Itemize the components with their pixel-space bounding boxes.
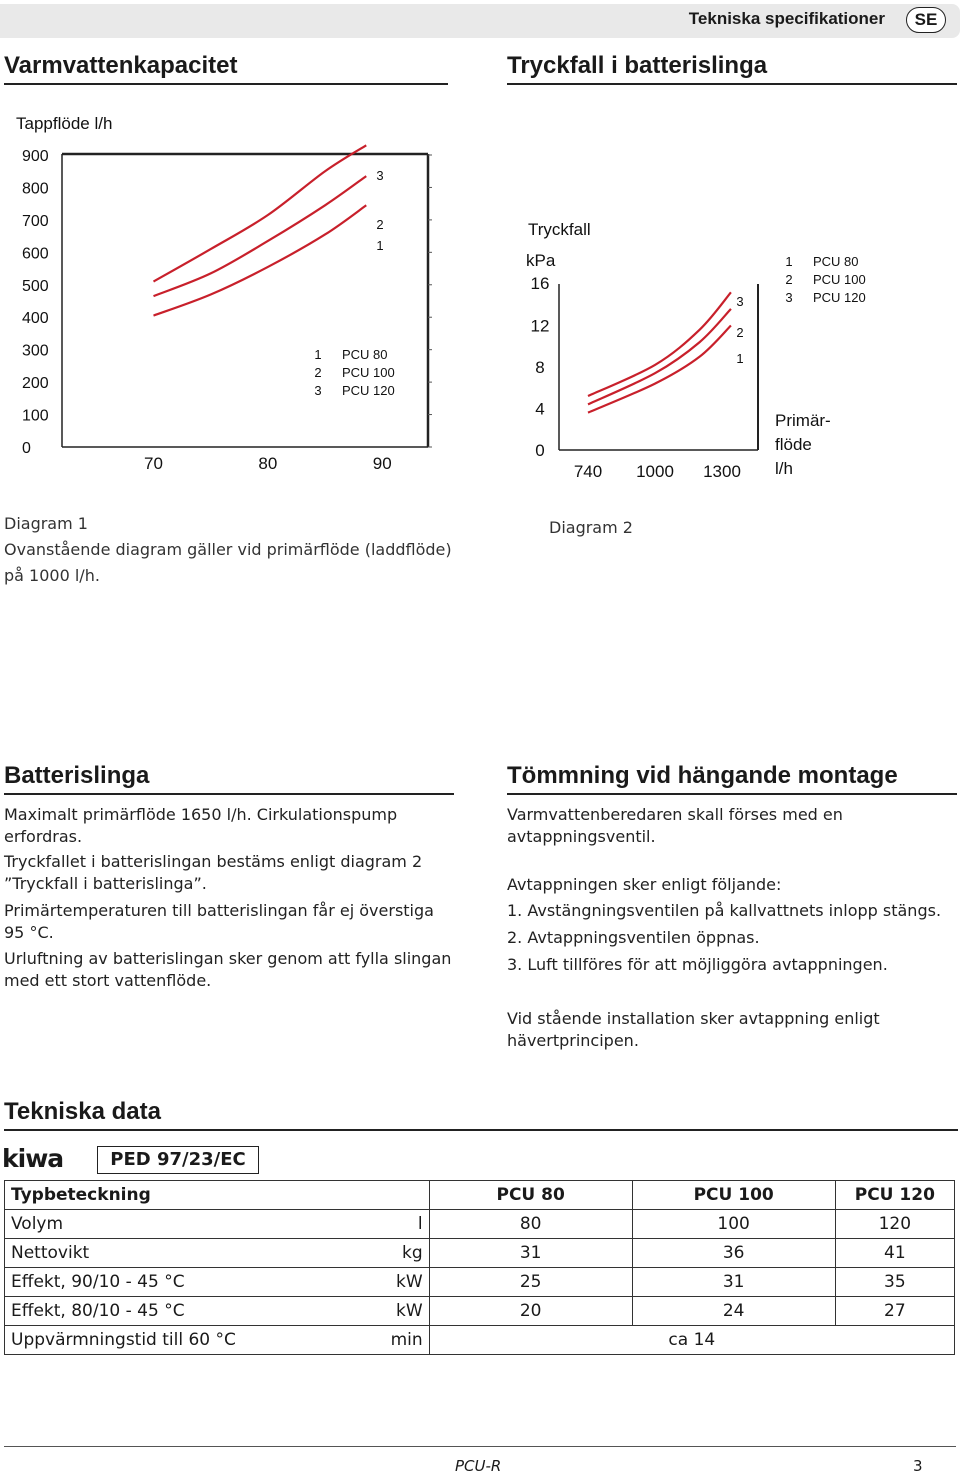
heading-tryckfall: Tryckfall i batterislinga bbox=[507, 52, 768, 79]
cell-value: 27 bbox=[835, 1297, 954, 1326]
tommning-paragraph-1: Varmvattenberedaren skall förses med en avtappningsventil. bbox=[507, 805, 843, 846]
y-tick-label: 4 bbox=[535, 399, 545, 419]
cell-value: 80 bbox=[429, 1210, 632, 1239]
tommning-step-2: 2. Avtappningsventilen öppnas. bbox=[507, 928, 760, 947]
row-unit: kW bbox=[377, 1297, 430, 1326]
x-tick-label: 740 bbox=[573, 462, 603, 481]
x-axis-label: l/h bbox=[775, 459, 793, 478]
tech-data-table bbox=[4, 1180, 955, 1355]
x-axis-label: flöde bbox=[775, 435, 812, 454]
cell-value: ca 14 bbox=[429, 1326, 954, 1355]
y-tick-label: 800 bbox=[22, 180, 49, 198]
series-label: 2 bbox=[376, 217, 384, 232]
row-label: Nettovikt bbox=[5, 1239, 377, 1268]
footer-rule bbox=[4, 1446, 956, 1447]
y-tick-label: 400 bbox=[22, 310, 49, 328]
legend-number: 3 bbox=[785, 290, 793, 305]
table-header-row bbox=[5, 1181, 955, 1210]
cell-value: 31 bbox=[429, 1239, 632, 1268]
footer-page-number: 3 bbox=[913, 1457, 923, 1475]
tommning-paragraph-2: Avtappningen sker enligt följande: bbox=[507, 875, 782, 894]
series-label: 1 bbox=[376, 238, 384, 253]
heading-rule bbox=[4, 793, 454, 795]
table-row bbox=[5, 1326, 955, 1355]
x-tick-label: 70 bbox=[144, 454, 163, 473]
heading-rule bbox=[4, 83, 448, 85]
cell-value: 100 bbox=[632, 1210, 835, 1239]
ped-directive-box: PED 97/23/EC bbox=[97, 1146, 259, 1174]
cell-value: 25 bbox=[429, 1268, 632, 1297]
legend-label: PCU 80 bbox=[813, 254, 859, 269]
legend-label: PCU 100 bbox=[342, 365, 395, 380]
cell-value: 120 bbox=[835, 1210, 954, 1239]
y-tick-label: 12 bbox=[530, 316, 550, 336]
batterislinga-paragraph-1: Maximalt primärflöde 1650 l/h. Cirkulationspump erfordras. bbox=[4, 805, 398, 846]
kiwa-logo: kiwa bbox=[2, 1144, 64, 1173]
legend-label: PCU 100 bbox=[813, 272, 866, 287]
tommning-paragraph-3: Vid stående installation sker avtappning enligt hävertprincipen. bbox=[507, 1009, 880, 1050]
y-axis-label: kPa bbox=[526, 251, 556, 270]
heading-batterislinga: Batterislinga bbox=[4, 762, 150, 789]
heading-rule bbox=[507, 83, 957, 85]
batterislinga-paragraph-3: Primärtemperaturen till batterislingan får ej överstiga 95 °C. bbox=[4, 901, 434, 942]
y-tick-label: 0 bbox=[535, 441, 545, 460]
row-label: Effekt, 80/10 - 45 °C bbox=[5, 1297, 377, 1326]
table-row bbox=[5, 1297, 955, 1326]
tommning-step-3: 3. Luft tillföres för att möjliggöra avtappningen. bbox=[507, 955, 888, 974]
y-tick-label: 600 bbox=[22, 245, 49, 263]
x-tick-label: 80 bbox=[258, 454, 278, 473]
series-label: 3 bbox=[376, 168, 384, 183]
diagram-1 bbox=[0, 100, 470, 490]
series-line-1 bbox=[154, 205, 367, 315]
row-unit: min bbox=[377, 1326, 430, 1355]
table-row bbox=[5, 1239, 955, 1268]
row-unit: l bbox=[377, 1210, 430, 1239]
y-tick-label: 900 bbox=[22, 148, 49, 165]
series-label: 2 bbox=[736, 325, 744, 340]
row-unit: kg bbox=[377, 1239, 430, 1268]
table-row bbox=[5, 1268, 955, 1297]
x-tick-label: 1300 bbox=[703, 462, 741, 481]
heading-rule bbox=[507, 793, 957, 795]
cell-value: 36 bbox=[632, 1239, 835, 1268]
diagram-2 bbox=[500, 200, 960, 490]
row-label: Volym bbox=[5, 1210, 377, 1239]
y-tick-label: 500 bbox=[22, 277, 49, 295]
y-axis-label: Tappflöde l/h bbox=[16, 114, 113, 133]
y-tick-label: 16 bbox=[530, 274, 550, 293]
heading-rule bbox=[4, 1129, 958, 1131]
table-header-cell: Typbeteckning bbox=[5, 1181, 430, 1210]
language-badge: SE bbox=[906, 7, 946, 33]
cell-value: 31 bbox=[632, 1268, 835, 1297]
heading-varmvattenkapacitet: Varmvattenkapacitet bbox=[4, 52, 238, 79]
header-title: Tekniska specifikationer bbox=[688, 9, 885, 28]
legend-number: 2 bbox=[314, 365, 322, 380]
y-tick-label: 0 bbox=[22, 440, 31, 457]
y-tick-label: 8 bbox=[535, 358, 545, 377]
cell-value: 20 bbox=[429, 1297, 632, 1326]
table-row bbox=[5, 1210, 955, 1239]
y-tick-label: 200 bbox=[22, 375, 49, 393]
legend-number: 1 bbox=[785, 254, 793, 269]
batterislinga-paragraph-2: Tryckfallet i batterislingan bestäms enligt diagram 2 ”Tryckfall i batterislinga”. bbox=[4, 852, 423, 893]
table-header-cell: PCU 120 bbox=[835, 1181, 954, 1210]
table-header-cell: PCU 100 bbox=[632, 1181, 835, 1210]
legend-label: PCU 80 bbox=[342, 347, 388, 362]
diagram-1-caption-text: Ovanstående diagram gäller vid primärflöde (laddflöde) på 1000 l/h. bbox=[4, 540, 452, 585]
series-line-2 bbox=[154, 176, 367, 296]
series-line-1 bbox=[588, 326, 731, 413]
heading-tommning: Tömmning vid hängande montage bbox=[507, 762, 898, 789]
chart-title: Tryckfall bbox=[528, 220, 591, 239]
diagram-1-caption-title: Diagram 1 bbox=[4, 514, 88, 533]
cell-value: 24 bbox=[632, 1297, 835, 1326]
row-label: Effekt, 90/10 - 45 °C bbox=[5, 1268, 377, 1297]
diagram-2-caption-title: Diagram 2 bbox=[549, 518, 633, 537]
series-label: 3 bbox=[736, 294, 744, 309]
heading-tekniska-data: Tekniska data bbox=[4, 1098, 161, 1125]
legend-number: 3 bbox=[314, 383, 322, 398]
series-label: 1 bbox=[736, 351, 744, 366]
legend-label: PCU 120 bbox=[813, 290, 866, 305]
cell-value: 35 bbox=[835, 1268, 954, 1297]
footer-doc-name: PCU-R bbox=[455, 1457, 502, 1475]
legend-number: 2 bbox=[785, 272, 793, 287]
batterislinga-paragraph-4: Urluftning av batterislingan sker genom att fylla slingan med ett stort vattenflöde. bbox=[4, 949, 452, 990]
legend-number: 1 bbox=[314, 347, 322, 362]
x-axis-label: Primär- bbox=[775, 411, 831, 430]
x-tick-label: 1000 bbox=[636, 462, 674, 481]
cell-value: 41 bbox=[835, 1239, 954, 1268]
series-line-2 bbox=[588, 309, 731, 404]
tommning-step-1: 1. Avstängningsventilen på kallvattnets inlopp stängs. bbox=[507, 901, 942, 920]
y-tick-label: 300 bbox=[22, 342, 49, 360]
x-tick-label: 90 bbox=[372, 454, 392, 473]
series-line-3 bbox=[154, 145, 367, 281]
legend-label: PCU 120 bbox=[342, 383, 395, 398]
row-unit: kW bbox=[377, 1268, 430, 1297]
row-label: Uppvärmningstid till 60 °C bbox=[5, 1326, 377, 1355]
table-header-cell: PCU 80 bbox=[429, 1181, 632, 1210]
y-tick-label: 700 bbox=[22, 212, 49, 230]
y-tick-label: 100 bbox=[22, 407, 49, 425]
